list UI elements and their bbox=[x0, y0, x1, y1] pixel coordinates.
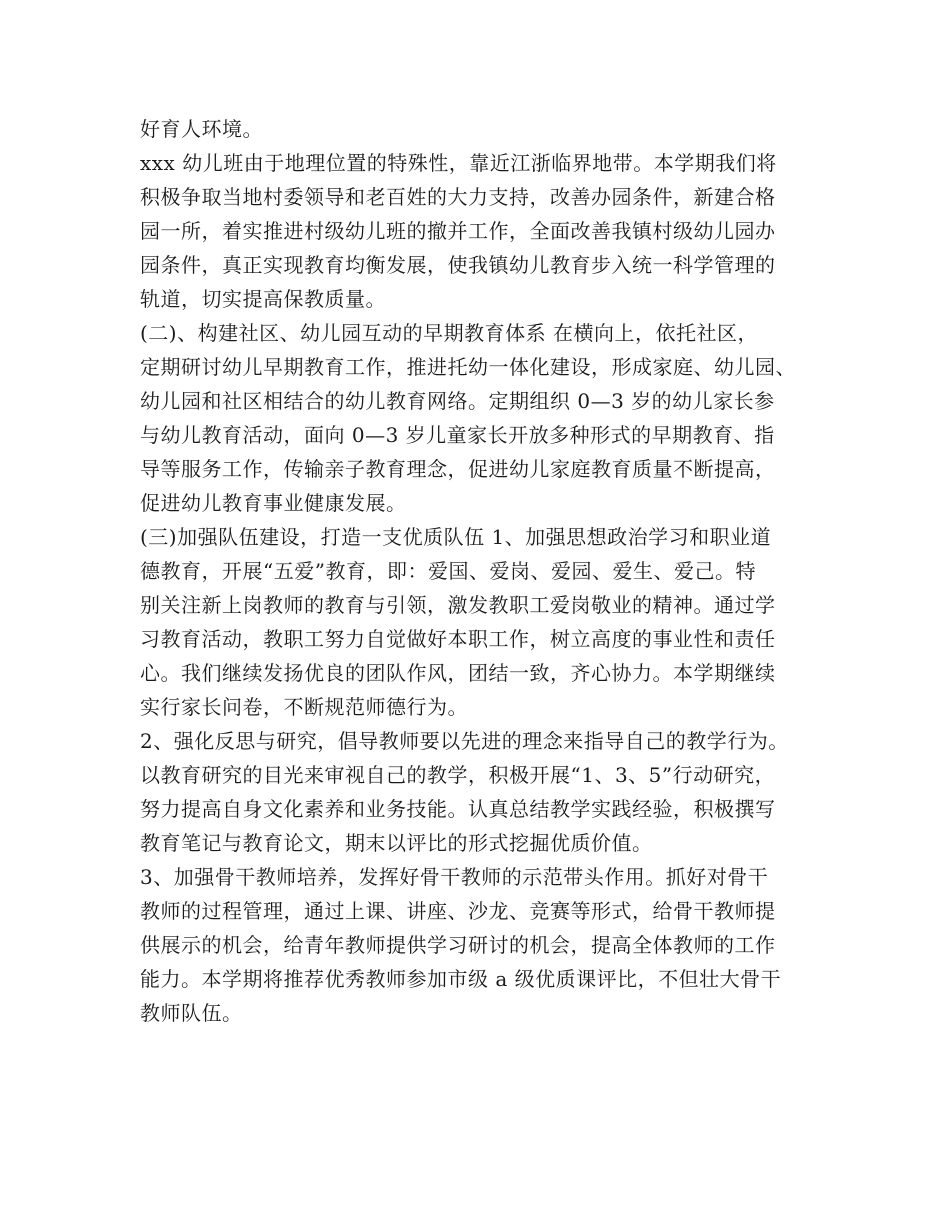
section-heading-line: (二)、构建社区、幼儿园互动的早期教育体系 在横向上，依托社区， bbox=[140, 321, 758, 345]
text-line: 别关注新上岗教师的教育与引领，激发教职工爱岗敬业的精神。通过学 bbox=[140, 593, 776, 617]
text-line: 以教育研究的目光来审视自己的教学，积极开展“1、3、5”行动研究， bbox=[140, 763, 776, 787]
text-line: 供展示的机会，给青年教师提供学习研讨的机会，提高全体教师的工作 bbox=[140, 933, 776, 957]
numbered-item-line: 2、强化反思与研究，倡导教师要以先进的理念来指导自己的教学行为。 bbox=[140, 729, 789, 753]
text-line: 教育笔记与教育论文，期末以评比的形式挖掘优质价值。 bbox=[140, 831, 653, 855]
document-body bbox=[140, 112, 830, 1030]
text-line: 积极争取当地村委领导和老百姓的大力支持，改善办园条件，新建合格 bbox=[140, 185, 776, 209]
text-line: 心。我们继续发扬优良的团队作风，团结一致，齐心协力。本学期继续 bbox=[140, 661, 776, 685]
text-line: 幼儿园和社区相结合的幼儿教育网络。定期组织 0—3 岁的幼儿家长参 bbox=[140, 389, 775, 413]
text-line: 德教育，开展“五爱”教育，即：爱国、爱岗、爱园、爱生、爱己。特 bbox=[140, 559, 756, 583]
text-line: 实行家长问卷，不断规范师德行为。 bbox=[140, 695, 468, 719]
text-line: 导等服务工作，传输亲子教育理念，促进幼儿家庭教育质量不断提高， bbox=[140, 457, 776, 481]
section-heading-line: (三)加强队伍建设，打造一支优质队伍 1、加强思想政治学习和职业道 bbox=[140, 525, 772, 549]
text-line: 教师的过程管理，通过上课、讲座、沙龙、竞赛等形式，给骨干教师提 bbox=[140, 899, 776, 923]
text-line: 与幼儿教育活动，面向 0—3 岁儿童家长开放多种形式的早期教育、指 bbox=[140, 423, 775, 447]
text-line: 促进幼儿教育事业健康发展。 bbox=[140, 491, 407, 515]
text-line: xxx 幼儿班由于地理位置的特殊性，靠近江浙临界地带。本学期我们将 bbox=[140, 151, 777, 175]
text-line: 好育人环境。 bbox=[140, 117, 263, 141]
text-line: 轨道，切实提高保教质量。 bbox=[140, 287, 386, 311]
text-line: 园一所，着实推进村级幼儿班的撤并工作，全面改善我镇村级幼儿园办 bbox=[140, 219, 776, 243]
text-line: 定期研讨幼儿早期教育工作，推进托幼一体化建设，形成家庭、幼儿园、 bbox=[140, 355, 796, 379]
text-line: 园条件，真正实现教育均衡发展，使我镇幼儿教育步入统一科学管理的 bbox=[140, 253, 776, 277]
text-line: 教师队伍。 bbox=[140, 1001, 243, 1025]
text-line: 努力提高自身文化素养和业务技能。认真总结教学实践经验，积极撰写 bbox=[140, 797, 776, 821]
text-line: 习教育活动，教职工努力自觉做好本职工作，树立高度的事业性和责任 bbox=[140, 627, 776, 651]
numbered-item-line: 3、加强骨干教师培养，发挥好骨干教师的示范带头作用。抓好对骨干 bbox=[140, 865, 769, 889]
text-line: 能力。本学期将推荐优秀教师参加市级 a 级优质课评比，不但壮大骨干 bbox=[140, 967, 782, 991]
